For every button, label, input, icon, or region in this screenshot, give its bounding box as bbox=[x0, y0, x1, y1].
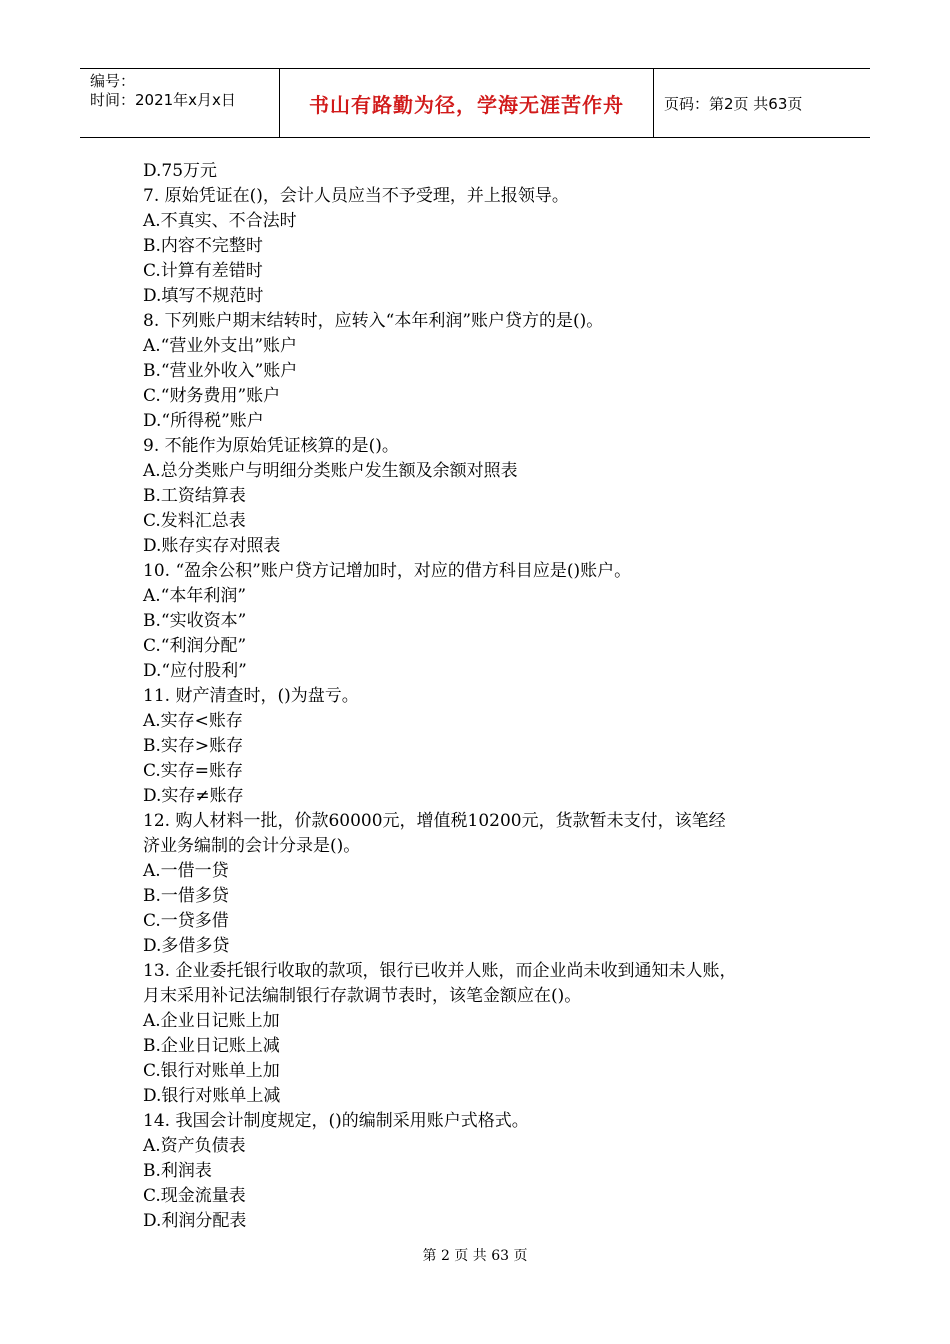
text-line: A.资产负债表 bbox=[143, 1136, 246, 1156]
text-line: C.实存=账存 bbox=[143, 761, 244, 781]
header-motto-cell bbox=[280, 69, 654, 137]
text-line: C.计算有差错时 bbox=[143, 261, 263, 281]
text-line: 12. 购人材料一批，价款60000元，增值税10200元，货款暂未支付，该笔经 bbox=[143, 811, 726, 831]
text-line: B.实存>账存 bbox=[143, 736, 244, 756]
number-label: 编号： bbox=[90, 72, 136, 90]
text-line: 11. 财产清查时，()为盘亏。 bbox=[143, 686, 359, 706]
text-line: 7. 原始凭证在()，会计人员应当不予受理，并上报领导。 bbox=[143, 186, 569, 206]
text-line: D.利润分配表 bbox=[143, 1211, 247, 1231]
text-line: B.工资结算表 bbox=[143, 486, 246, 506]
text-line: C.一贷多借 bbox=[143, 911, 229, 931]
text-line: C.发料汇总表 bbox=[143, 511, 246, 531]
question-content bbox=[143, 159, 823, 1234]
text-line: 济业务编制的会计分录是()。 bbox=[143, 836, 361, 856]
text-line: D.“应付股利” bbox=[143, 661, 247, 681]
text-line: A.总分类账户与明细分类账户发生额及余额对照表 bbox=[143, 461, 518, 481]
text-line: A.“本年利润” bbox=[143, 586, 247, 606]
header-motto: 书山有路勤为径，学海无涯苦作舟 bbox=[309, 92, 624, 117]
text-line: B.企业日记账上减 bbox=[143, 1036, 280, 1056]
text-line: 9. 不能作为原始凭证核算的是()。 bbox=[143, 436, 399, 456]
text-line: 10. “盈余公积”账户贷方记增加时，对应的借方科目应是()账户。 bbox=[143, 561, 632, 581]
text-line: D.填写不规范时 bbox=[143, 286, 264, 306]
text-line: 14. 我国会计制度规定，()的编制采用账户式格式。 bbox=[143, 1111, 529, 1131]
text-line: A.一借一贷 bbox=[143, 861, 229, 881]
text-line: A.实存<账存 bbox=[143, 711, 243, 731]
text-line: B.一借多贷 bbox=[143, 886, 229, 906]
text-line: D.实存≠账存 bbox=[143, 786, 244, 806]
text-line: B.内容不完整时 bbox=[143, 236, 263, 256]
text-line: B.利润表 bbox=[143, 1161, 212, 1181]
text-line: D.“所得税”账户 bbox=[143, 411, 264, 431]
text-line: A.不真实、不合法时 bbox=[143, 211, 297, 231]
header-meta bbox=[80, 69, 280, 137]
text-line: D.银行对账单上减 bbox=[143, 1086, 281, 1106]
text-line: C.现金流量表 bbox=[143, 1186, 246, 1206]
text-line: D.账存实存对照表 bbox=[143, 536, 281, 556]
text-line: C.“财务费用”账户 bbox=[143, 386, 281, 406]
text-line: 8. 下列账户期末结转时，应转入“本年利润”账户贷方的是()。 bbox=[143, 311, 604, 331]
text-line: A.“营业外支出”账户 bbox=[143, 336, 298, 356]
page-header bbox=[80, 68, 870, 138]
text-line: D.多借多贷 bbox=[143, 936, 230, 956]
header-page-info: 页码：第2页 共63页 bbox=[664, 94, 803, 113]
text-line: D.75万元 bbox=[143, 161, 218, 181]
page-footer: 第 2 页 共 63 页 bbox=[422, 1248, 528, 1264]
text-line: B.“营业外收入”账户 bbox=[143, 361, 298, 381]
text-line: 月末采用补记法编制银行存款调节表时，该笔金额应在()。 bbox=[143, 986, 582, 1006]
text-line: C.银行对账单上加 bbox=[143, 1061, 280, 1081]
text-line: C.“利润分配” bbox=[143, 636, 247, 656]
text-line: 13. 企业委托银行收取的款项，银行已收并人账，而企业尚未收到通知未人账， bbox=[143, 961, 737, 981]
text-line: A.企业日记账上加 bbox=[143, 1011, 280, 1031]
time-label: 时间：2021年x月x日 bbox=[90, 91, 236, 109]
text-line: B.“实收资本” bbox=[143, 611, 247, 631]
